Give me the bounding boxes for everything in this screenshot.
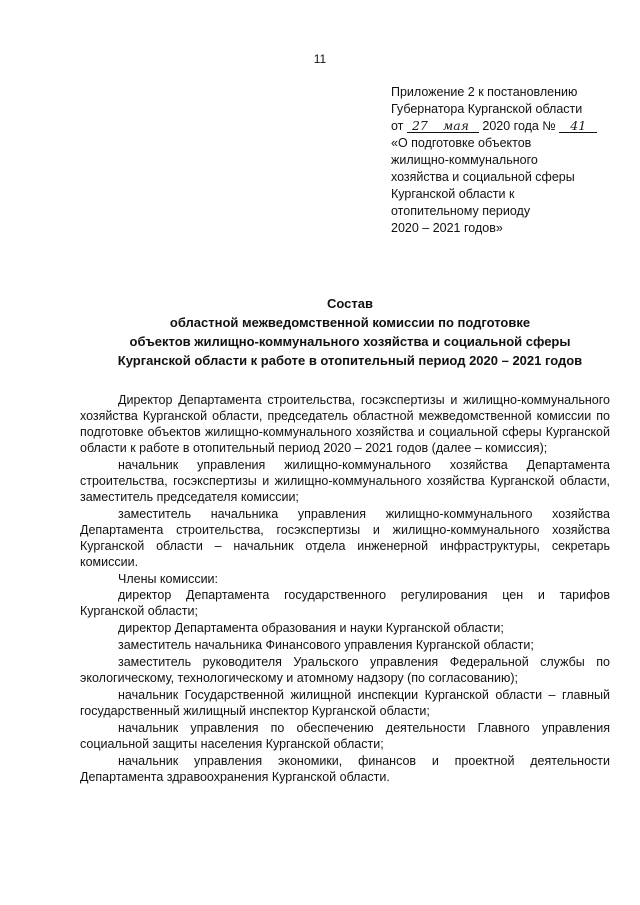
member-item: начальник управления экономики, финансов и проектной деятельности Департамента здравоохранения Курганской области. bbox=[80, 754, 610, 784]
appendix-year-label: 2020 года № bbox=[482, 119, 556, 133]
member-item: заместитель начальника Финансового управления Курганской области; bbox=[118, 638, 534, 652]
title-line-2: областной межведомственной комиссии по подготовке bbox=[169, 315, 531, 330]
appendix-date-line bbox=[391, 118, 631, 135]
appendix-line-5: жилищно-коммунального bbox=[391, 153, 538, 167]
appendix-line-7: Курганской области к bbox=[391, 187, 515, 201]
title-line-4: Курганской области к работе в отопительный период 2020 – 2021 годов bbox=[117, 353, 583, 368]
appendix-line-2: Губернатора Курганской области bbox=[391, 102, 583, 116]
appendix-block bbox=[391, 84, 631, 237]
document-body bbox=[80, 392, 610, 786]
member-item: директор Департамента образования и науки Курганской области; bbox=[118, 621, 504, 635]
title-line-1: Состав bbox=[327, 296, 373, 311]
appendix-date-prefix: от bbox=[391, 119, 404, 133]
chairman-paragraph: Директор Департамента строительства, госэкспертизы и жилищно-коммунального хозяйства Курганской области, председатель областной межведомственной комиссии по подготовке объектов жилищно-коммунального хозяйства и социальной сферы Курганской области к работе в отопительный период 2020 – 2021 годов (далее – комиссия); bbox=[80, 393, 610, 455]
appendix-line-9: 2020 – 2021 годов» bbox=[391, 221, 503, 235]
document-title bbox=[60, 294, 640, 370]
deputy-chairman-paragraph: начальник управления жилищно-коммунального хозяйства Департамента строительства, госэкспертизы и жилищно-коммунального хозяйства Курганской области, заместитель председателя комиссии; bbox=[80, 458, 610, 504]
appendix-line-1: Приложение 2 к постановлению bbox=[391, 85, 578, 99]
appendix-line-6: хозяйства и социальной сферы bbox=[391, 170, 575, 184]
members-heading: Члены комиссии: bbox=[118, 572, 219, 586]
title-line-3: объектов жилищно-коммунального хозяйства и социальной сферы bbox=[129, 334, 571, 349]
member-item: заместитель руководителя Уральского управления Федеральной службы по экологическому, технологическому и атомному надзору (по согласованию); bbox=[80, 655, 610, 685]
member-item: начальник Государственной жилищной инспекции Курганской области – главный государственный жилищный инспектор Курганской области; bbox=[80, 688, 610, 718]
member-item: начальник управления по обеспечению деятельности Главного управления социальной защиты населения Курганской области; bbox=[80, 721, 610, 751]
appendix-line-8: отопительному периоду bbox=[391, 204, 531, 218]
handwritten-doc-number: 41 bbox=[559, 119, 597, 133]
page-number: 11 bbox=[313, 52, 327, 66]
handwritten-day: 27 bbox=[407, 119, 433, 133]
secretary-paragraph: заместитель начальника управления жилищно-коммунального хозяйства Департамента строительства, госэкспертизы и жилищно-коммунального хозяйства Курганской области – начальник отдела инженерной инфраструктуры, секретарь комиссии. bbox=[80, 507, 610, 569]
appendix-line-4: «О подготовке объектов bbox=[391, 136, 532, 150]
member-item: директор Департамента государственного регулирования цен и тарифов Курганской области; bbox=[80, 588, 610, 618]
handwritten-month: мая bbox=[433, 119, 479, 133]
